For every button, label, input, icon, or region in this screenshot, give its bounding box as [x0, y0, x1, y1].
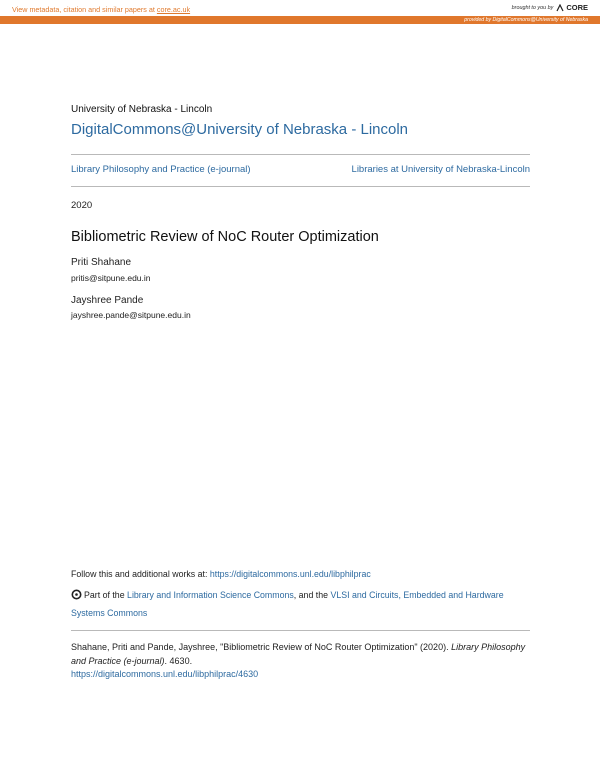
- repository-link[interactable]: DigitalCommons@University of Nebraska - Lincoln: [71, 121, 409, 138]
- divider-top: [71, 154, 530, 155]
- citation-number: . 4630.: [164, 655, 193, 666]
- core-brought-by: [512, 3, 588, 12]
- collection-link[interactable]: Libraries at University of Nebraska-Lincoln: [351, 164, 530, 175]
- divider-bottom: [71, 630, 530, 631]
- author-name: Priti Shahane: [71, 257, 132, 268]
- citation-journal: Library Philosophy and Practice (e-journal): [71, 642, 526, 666]
- core-view-text: View metadata, citation and similar papers at: [12, 5, 155, 14]
- follow-line: [71, 569, 371, 579]
- core-source-link[interactable]: core.ac.uk: [156, 5, 191, 14]
- core-provided-by[interactable]: provided by DigitalCommons@University of Nebraska: [464, 17, 588, 23]
- author-email: jayshree.pande@sitpune.edu.in: [71, 310, 191, 320]
- core-view-metadata[interactable]: [12, 5, 190, 14]
- core-banner: [0, 0, 600, 16]
- series-link[interactable]: Library Philosophy and Practice (e-journal): [71, 164, 251, 175]
- recommended-citation: [71, 641, 531, 682]
- citation-url[interactable]: https://digitalcommons.unl.edu/libphilprac/4630: [71, 669, 259, 679]
- brought-by-text: brought to you by: [511, 4, 554, 11]
- core-logo-icon: [556, 4, 564, 12]
- part-of-prefix: Part of the: [84, 590, 125, 600]
- follow-text: Follow this and additional works at:: [71, 569, 208, 579]
- commons-icon: [71, 589, 82, 605]
- core-logo-text: CORE: [566, 3, 588, 12]
- follow-link[interactable]: https://digitalcommons.unl.edu/libphilprac: [209, 569, 371, 579]
- author-name: Jayshree Pande: [71, 295, 144, 306]
- paper-title: Bibliometric Review of NoC Router Optimization: [71, 229, 379, 245]
- citation-authors-title: Shahane, Priti and Pande, Jayshree, "Bibliometric Review of NoC Router Optimization" (2020).: [71, 642, 449, 652]
- part-of-and: , and the: [293, 590, 329, 600]
- divider-mid: [71, 186, 530, 187]
- commons-link-lis[interactable]: Library and Information Science Commons: [127, 590, 294, 600]
- publication-year: 2020: [71, 200, 93, 211]
- institution-name: University of Nebraska - Lincoln: [71, 104, 213, 115]
- core-provider-bar: [0, 16, 600, 24]
- core-logo[interactable]: [556, 3, 588, 12]
- commons-link-vlsi[interactable]: VLSI and Circuits, Embedded and Hardware Systems Commons: [71, 590, 504, 618]
- author-email: pritis@sitpune.edu.in: [71, 273, 151, 283]
- part-of-line: [71, 587, 521, 621]
